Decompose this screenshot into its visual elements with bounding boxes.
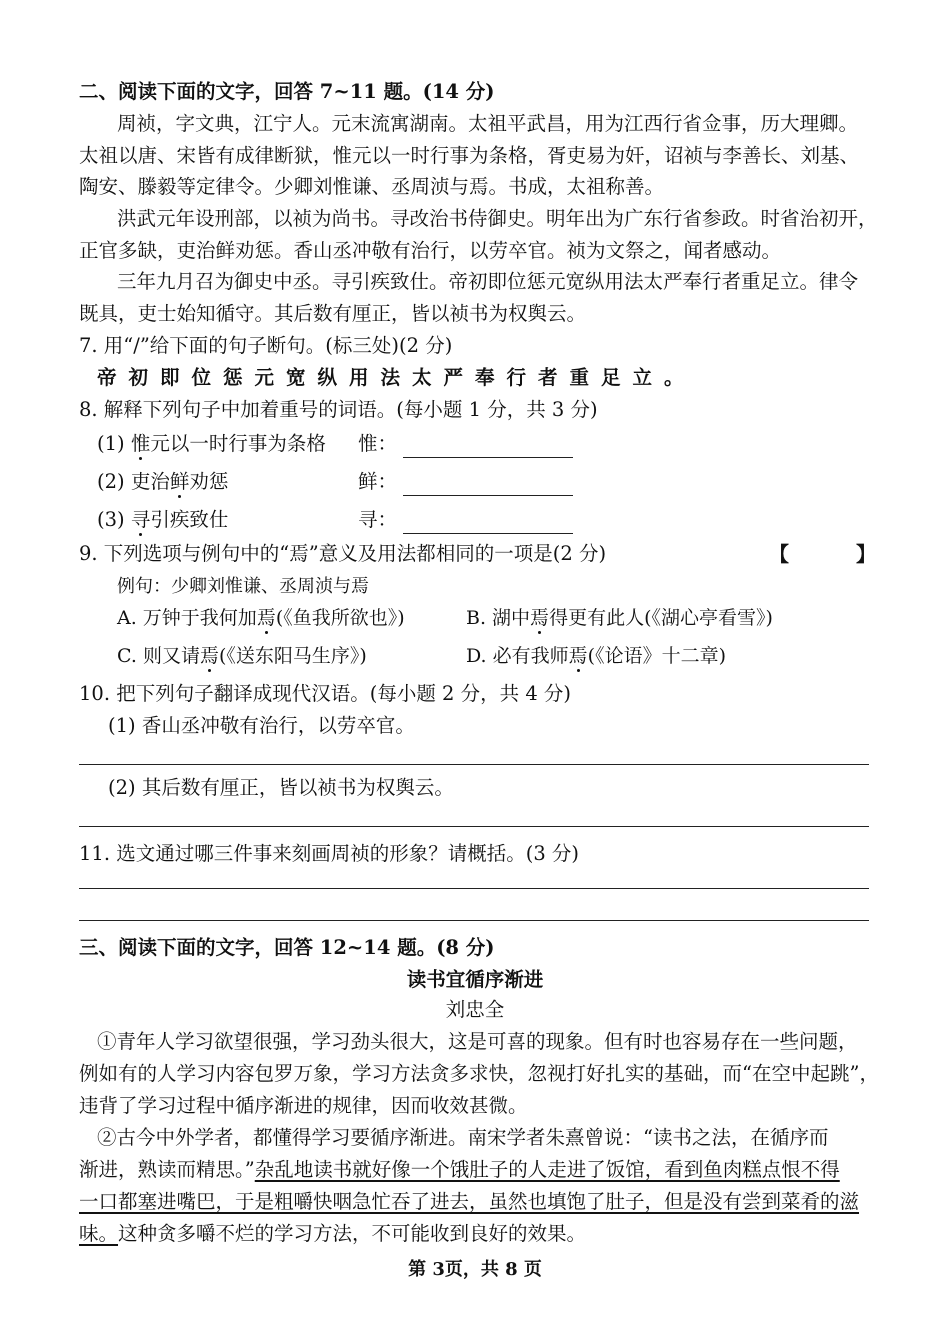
article-author: 刘忠全 — [445, 998, 505, 1021]
underlined-text: 味。 — [79, 1222, 119, 1245]
answer-line[interactable] — [79, 888, 869, 889]
question-8-item: (1) 惟元以一时行事为条格 — [97, 432, 326, 455]
underlined-text: 一口都塞进嘴巴，于是粗嚼快咽急忙吞了进去，虽然也填饱了肚子，但是没有尝到菜肴的滋 — [79, 1190, 860, 1213]
passage-line: 周祯，字文典，江宁人。元末流寓湖南。太祖平武昌，用为江西行省佥事，历大理卿。 — [117, 112, 859, 135]
question-8-answer: 鲜： — [358, 468, 598, 496]
emphasis-char: 焉 — [199, 645, 219, 667]
article-line: 渐进，熟读而精思。”杂乱地读书就好像一个饿肚子的人走进了饭馆，看到鱼肉糕点恨不得 — [79, 1158, 840, 1181]
answer-blank[interactable] — [403, 439, 573, 458]
question-7-sentence: 帝初即位惩元宽纵用法太严奉行者重足立。 — [97, 366, 696, 389]
underlined-text: 杂乱地读书就好像一个饿肚子的人走进了饭馆，看到鱼肉糕点恨不得 — [254, 1158, 840, 1181]
question-9-example: 例句：少卿刘惟谦、丞周浈与焉 — [117, 576, 369, 597]
article-line: ②古今中外学者，都懂得学习要循序渐进。南宋学者朱熹曾说：“读书之法，在循序而 — [97, 1126, 829, 1149]
option-c[interactable]: C. 则又请焉(《送东阳马生序》) — [117, 645, 367, 667]
passage-line: 三年九月召为御史中丞。寻引疾致仕。帝初即位惩元宽纵用法太严奉行者重足立。律令 — [117, 270, 859, 293]
article-line: 例如有的人学习内容包罗万象，学习方法贪多求快，忽视打好扎实的基础，而“在空中起跳”， — [79, 1062, 879, 1085]
article-line: 味。这种贪多嚼不烂的学习方法，不可能收到良好的效果。 — [79, 1222, 587, 1245]
question-10-title: 10. 把下列句子翻译成现代汉语。(每小题 2 分，共 4 分) — [79, 682, 572, 705]
answer-blank[interactable] — [403, 515, 573, 534]
question-10-sentence-2: (2) 其后数有厘正，皆以祯书为权舆云。 — [108, 776, 454, 799]
answer-line[interactable] — [79, 764, 869, 765]
question-8-title: 8. 解释下列句子中加着重号的词语。(每小题 1 分，共 3 分) — [79, 398, 598, 421]
question-8-item: (3) 寻引疾致仕 — [97, 508, 229, 531]
answer-line[interactable] — [79, 920, 869, 921]
article-line: 违背了学习过程中循序渐进的规律，因而收效甚微。 — [79, 1094, 528, 1117]
question-8-answer: 惟： — [358, 430, 598, 458]
emphasis-char: 焉 — [568, 645, 588, 667]
passage-line: 太祖以唐、宋皆有成律断狱，惟元以一时行事为条格，胥吏易为奸，诏祯与李善长、刘基、 — [79, 144, 860, 167]
option-b[interactable]: B. 湖中焉得更有此人(《湖心亭看雪》) — [466, 607, 773, 629]
article-title: 读书宜循序渐进 — [406, 968, 544, 991]
option-a[interactable]: A. 万钟于我何加焉(《鱼我所欲也》) — [117, 607, 405, 629]
emphasis-char: 鲜 — [169, 470, 190, 493]
emphasis-char: 焉 — [530, 607, 550, 629]
page-number: 第 3页，共 8 页 — [408, 1259, 542, 1280]
passage-line: 洪武元年设刑部，以祯为尚书。寻改治书侍御史。明年出为广东行省参政。时省治初开， — [117, 207, 878, 230]
section2-heading: 二、阅读下面的文字，回答 7~11 题。(14 分) — [79, 80, 495, 103]
passage-line: 既具，吏士始知循守。其后数有厘正，皆以祯书为权舆云。 — [79, 302, 587, 325]
section3-heading: 三、阅读下面的文字，回答 12~14 题。(8 分) — [79, 936, 495, 959]
passage-line: 正官多缺，吏治鲜劝惩。香山丞冲敬有治行，以劳卒官。祯为文祭之，闻者感动。 — [79, 239, 782, 262]
question-10-sentence-1: (1) 香山丞冲敬有治行，以劳卒官。 — [108, 714, 415, 737]
question-7-title: 7. 用“/”给下面的句子断句。(标三处)(2 分) — [79, 334, 453, 357]
option-d[interactable]: D. 必有我师焉(《论语》十二章) — [466, 645, 726, 667]
passage-line: 陶安、滕毅等定律令。少卿刘惟谦、丞周浈与焉。书成，太祖称善。 — [79, 175, 665, 198]
question-8-answer: 寻： — [358, 506, 598, 534]
question-9-title: 9. 下列选项与例句中的“焉”意义及用法都相同的一项是(2 分) — [79, 542, 607, 565]
question-8-item: (2) 吏治鲜劝惩 — [97, 470, 229, 493]
answer-blank[interactable] — [403, 477, 573, 496]
answer-brackets[interactable]: 【 】 — [769, 542, 906, 566]
emphasis-char: 焉 — [256, 607, 276, 629]
question-11-title: 11. 选文通过哪三件事来刻画周祯的形象？请概括。(3 分) — [79, 842, 580, 865]
emphasis-char: 惟 — [130, 432, 151, 455]
answer-line[interactable] — [79, 826, 869, 827]
article-line: ①青年人学习欲望很强，学习劲头很大，这是可喜的现象。但有时也容易存在一些问题， — [97, 1030, 858, 1053]
emphasis-char: 寻 — [130, 508, 151, 531]
